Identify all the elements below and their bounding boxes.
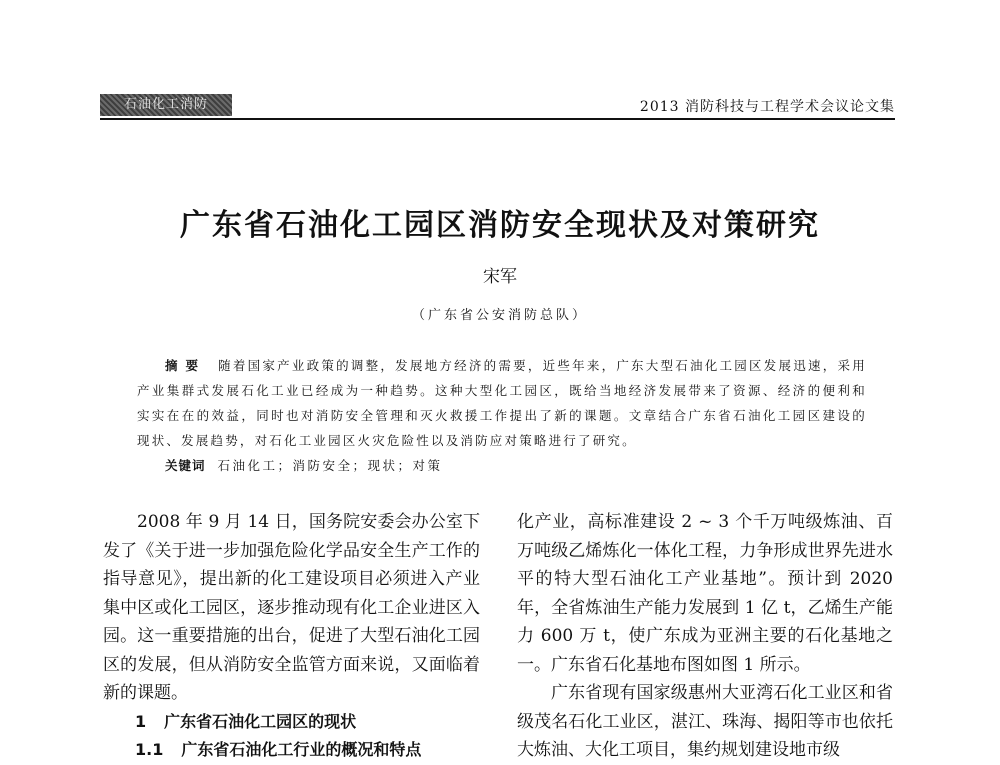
header-section-tag: 石油化工消防	[100, 94, 232, 116]
body-column-right	[517, 508, 893, 765]
section-heading-1-1	[103, 736, 480, 765]
intro-paragraph: 2008 年 9 月 14 日，国务院安委会办公室下发了《关于进一步加强危险化学品安全生产工作的指导意见》，提出新的化工建设项目必须进入产业集中区或化工园区，逐步推动现有化工企业进区入园。这一重要措施的出台，促进了大型石油化工园区的发展，但从消防安全监管方面来说，又面临着新的课题。	[103, 512, 480, 703]
keywords	[165, 456, 443, 474]
abstract	[137, 353, 867, 453]
section-title: 广东省石油化工行业的概况和特点	[181, 740, 422, 759]
continued-paragraph: 化产业，高标准建设 2 ~ 3 个千万吨级炼油、百万吨级乙烯炼化一体化工程，力争形成世界先进水平的特大型石油化工产业基地”。预计到 2020 年，全省炼油生产能力发展到 1 亿 t，乙烯生产能力 600 万 t，使广东成为亚洲主要的石化基地之一。广东省石化基地布图如图 1 所示。	[517, 512, 893, 675]
section-number: 1	[135, 711, 147, 731]
paragraph: 广东省现有国家级惠州大亚湾石化工业区和省级茂名石化工业区，湛江、珠海、揭阳等市也依托大炼油、大化工项目，集约规划建设地市级	[517, 683, 893, 760]
affiliation: （广东省公安消防总队）	[411, 308, 588, 323]
section-number: 1.1	[135, 740, 164, 759]
section-title: 广东省石油化工园区的现状	[164, 711, 357, 731]
body-column-left	[103, 508, 480, 765]
section-heading-1	[103, 708, 480, 737]
paper-title: 广东省石油化工园区消防安全现状及对策研究	[180, 208, 820, 243]
abstract-text: 随着国家产业政策的调整，发展地方经济的需要，近些年来，广东大型石油化工园区发展迅速，采用产业集群式发展石化工业已经成为一种趋势。这种大型化工园区，既给当地经济发展带来了资源、经济的便利和实实在在的效益，同时也对消防安全管理和灭火救援工作提出了新的课题。文章结合广东省石油化工园区建设的现状、发展趋势，对石化工业园区火灾危险性以及消防应对策略进行了研究。	[137, 358, 867, 448]
abstract-label: 摘要	[165, 358, 207, 373]
header-journal-title: 2013 消防科技与工程学术会议论文集	[639, 99, 895, 115]
header-rule	[100, 118, 895, 120]
author: 宋军	[483, 267, 517, 287]
keywords-label: 关键词	[165, 458, 206, 473]
keywords-text: 石油化工；消防安全；现状；对策	[217, 458, 443, 473]
